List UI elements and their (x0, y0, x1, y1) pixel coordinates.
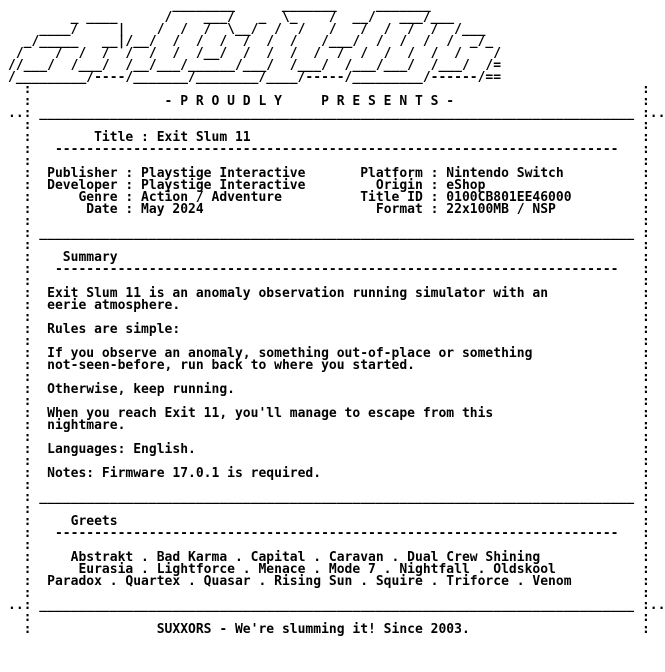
frame-border: : : (8, 370, 650, 385)
frame-border: : : (8, 478, 650, 493)
frame-border: : (8, 562, 32, 577)
frame-rule: : ____________________________________________________________________________ : (8, 226, 650, 241)
frame-border: : (8, 346, 32, 361)
frame-border: : (8, 550, 32, 565)
frame-border: : : (8, 394, 650, 409)
frame-border: : (641, 346, 650, 361)
info-right: Platform : Nintendo Switch (360, 166, 642, 181)
frame-border: : : (8, 82, 650, 97)
frame-border: : : (8, 610, 650, 625)
frame-border: : (641, 202, 650, 217)
frame-border: : : (8, 430, 650, 445)
frame-border: : (641, 406, 650, 421)
frame-border: : : (8, 238, 650, 253)
frame-border: : (641, 358, 650, 373)
frame-border: : (8, 286, 32, 301)
frame-border: : : (8, 586, 650, 601)
summary-text: Rules are simple: (31, 322, 642, 337)
frame-border: : (8, 178, 48, 193)
logo-art-line: /_________/----/_______/________/____/-----/_________/------/== (8, 70, 502, 85)
frame-border: : (8, 322, 32, 337)
logo-art-line: //___/ /___/ /__/___/______/___/ /___/ /___/___/ /___/ /= (8, 58, 502, 73)
frame-border: : (8, 442, 32, 457)
footer-tagline: SUXXORS - We're slumming it! Since 2003. (31, 622, 642, 637)
frame-border: : (641, 322, 650, 337)
frame-border: : (8, 202, 48, 217)
info-left: Genre : Action / Adventure (47, 190, 361, 205)
summary-heading: Summary (31, 250, 642, 265)
frame-border: : (8, 406, 32, 421)
frame-border: : (641, 562, 650, 577)
greets-line: Abstrakt . Bad Karma . Capital . Caravan . Dual Crew Shining (31, 550, 642, 565)
frame-border: : (641, 574, 650, 589)
frame-border: : (8, 298, 32, 313)
frame-rule: ..: ____________________________________________________________________________ :.. (8, 106, 665, 121)
info-left: Publisher : Playstige Interactive (47, 166, 361, 181)
greets-line: Paradox . Quartex . Quasar . Rising Sun . Squire . Triforce . Venom (31, 574, 642, 589)
frame-border: : : (8, 154, 650, 169)
frame-rule: : ------------------------------------------------------------------------ : (8, 526, 650, 541)
info-right: Format : 22x100MB / NSP (360, 202, 642, 217)
frame-rule: ..: ____________________________________________________________________________ :.. (8, 598, 665, 613)
info-right: Title ID : 0100CB801EE46000 (360, 190, 642, 205)
presents-heading: - P R O U D L Y P R E S E N T S - (31, 94, 642, 109)
summary-text: Otherwise, keep running. (31, 382, 642, 397)
frame-border: : (8, 94, 32, 109)
info-right: Origin : eShop (360, 178, 642, 193)
summary-text: nightmare. (31, 418, 642, 433)
frame-border: : (8, 574, 32, 589)
frame-border: : (641, 514, 650, 529)
frame-border: : : (8, 334, 650, 349)
frame-rule: : ------------------------------------------------------------------------ : (8, 262, 650, 277)
frame-border: : (641, 286, 650, 301)
info-left: Date : May 2024 (47, 202, 361, 217)
frame-border: : (8, 250, 32, 265)
logo-art-line: ________ _______ _______ (8, 0, 431, 13)
summary-text: When you reach Exit 11, you'll manage to escape from this (31, 406, 642, 421)
frame-border: : (641, 298, 650, 313)
frame-border: : (641, 178, 650, 193)
frame-border: : (8, 166, 48, 181)
frame-border: : : (8, 118, 650, 133)
greets-line: Eurasia . Lightforce . Menace . Mode 7 . Nightfall . Oldskool (31, 562, 642, 577)
frame-border: : : (8, 454, 650, 469)
frame-border: : (641, 550, 650, 565)
summary-text: eerie atmosphere. (31, 298, 642, 313)
frame-border: : (8, 514, 32, 529)
frame-border: : (8, 622, 32, 637)
logo-art-line: _/_____ __|/__/ / / / / / / /___/ / / / / _/_ (8, 34, 494, 49)
frame-border: : : (8, 274, 650, 289)
frame-border: : (641, 382, 650, 397)
frame-border: : (641, 130, 650, 145)
frame-border: : (8, 130, 32, 145)
summary-text: If you observe an anomaly, something out-of-place or something (31, 346, 642, 361)
frame-border: : (8, 382, 32, 397)
frame-border: : : (8, 502, 650, 517)
logo-art-line: / / / / / / / /__/ / / / / / / / / / / / (8, 46, 502, 61)
frame-border: : (641, 418, 650, 433)
frame-rule: : ____________________________________________________________________________ : (8, 490, 650, 505)
greets-heading: Greets (31, 514, 642, 529)
frame-border: : (641, 94, 650, 109)
frame-border: : (8, 466, 32, 481)
frame-border: : : (8, 538, 650, 553)
frame-border: : (8, 418, 32, 433)
frame-border: : (8, 358, 32, 373)
info-left: Developer : Playstige Interactive (47, 178, 361, 193)
frame-border: : (641, 190, 650, 205)
summary-text: Notes: Firmware 17.0.1 is required. (31, 466, 642, 481)
frame-border: : (8, 190, 48, 205)
frame-border: : : (8, 310, 650, 325)
summary-text: not-seen-before, run back to where you started. (31, 358, 642, 373)
release-title: Title : Exit Slum 11 (31, 130, 642, 145)
frame-border: : : (8, 214, 650, 229)
summary-text: Languages: English. (31, 442, 642, 457)
frame-rule: : ------------------------------------------------------------------------ : (8, 142, 650, 157)
logo-art-line: ____/ | / / / \__/ / / / / / / / /___ (8, 22, 486, 37)
frame-border: : (641, 622, 650, 637)
frame-border: : (641, 466, 650, 481)
frame-border: : (641, 442, 650, 457)
frame-border: : (641, 166, 650, 181)
frame-border: : (641, 250, 650, 265)
logo-art-line: _ ____ / ___/ _ \_ / __/ ___/___ (8, 10, 455, 25)
summary-text: Exit Slum 11 is an anomaly observation running simulator with an (31, 286, 642, 301)
